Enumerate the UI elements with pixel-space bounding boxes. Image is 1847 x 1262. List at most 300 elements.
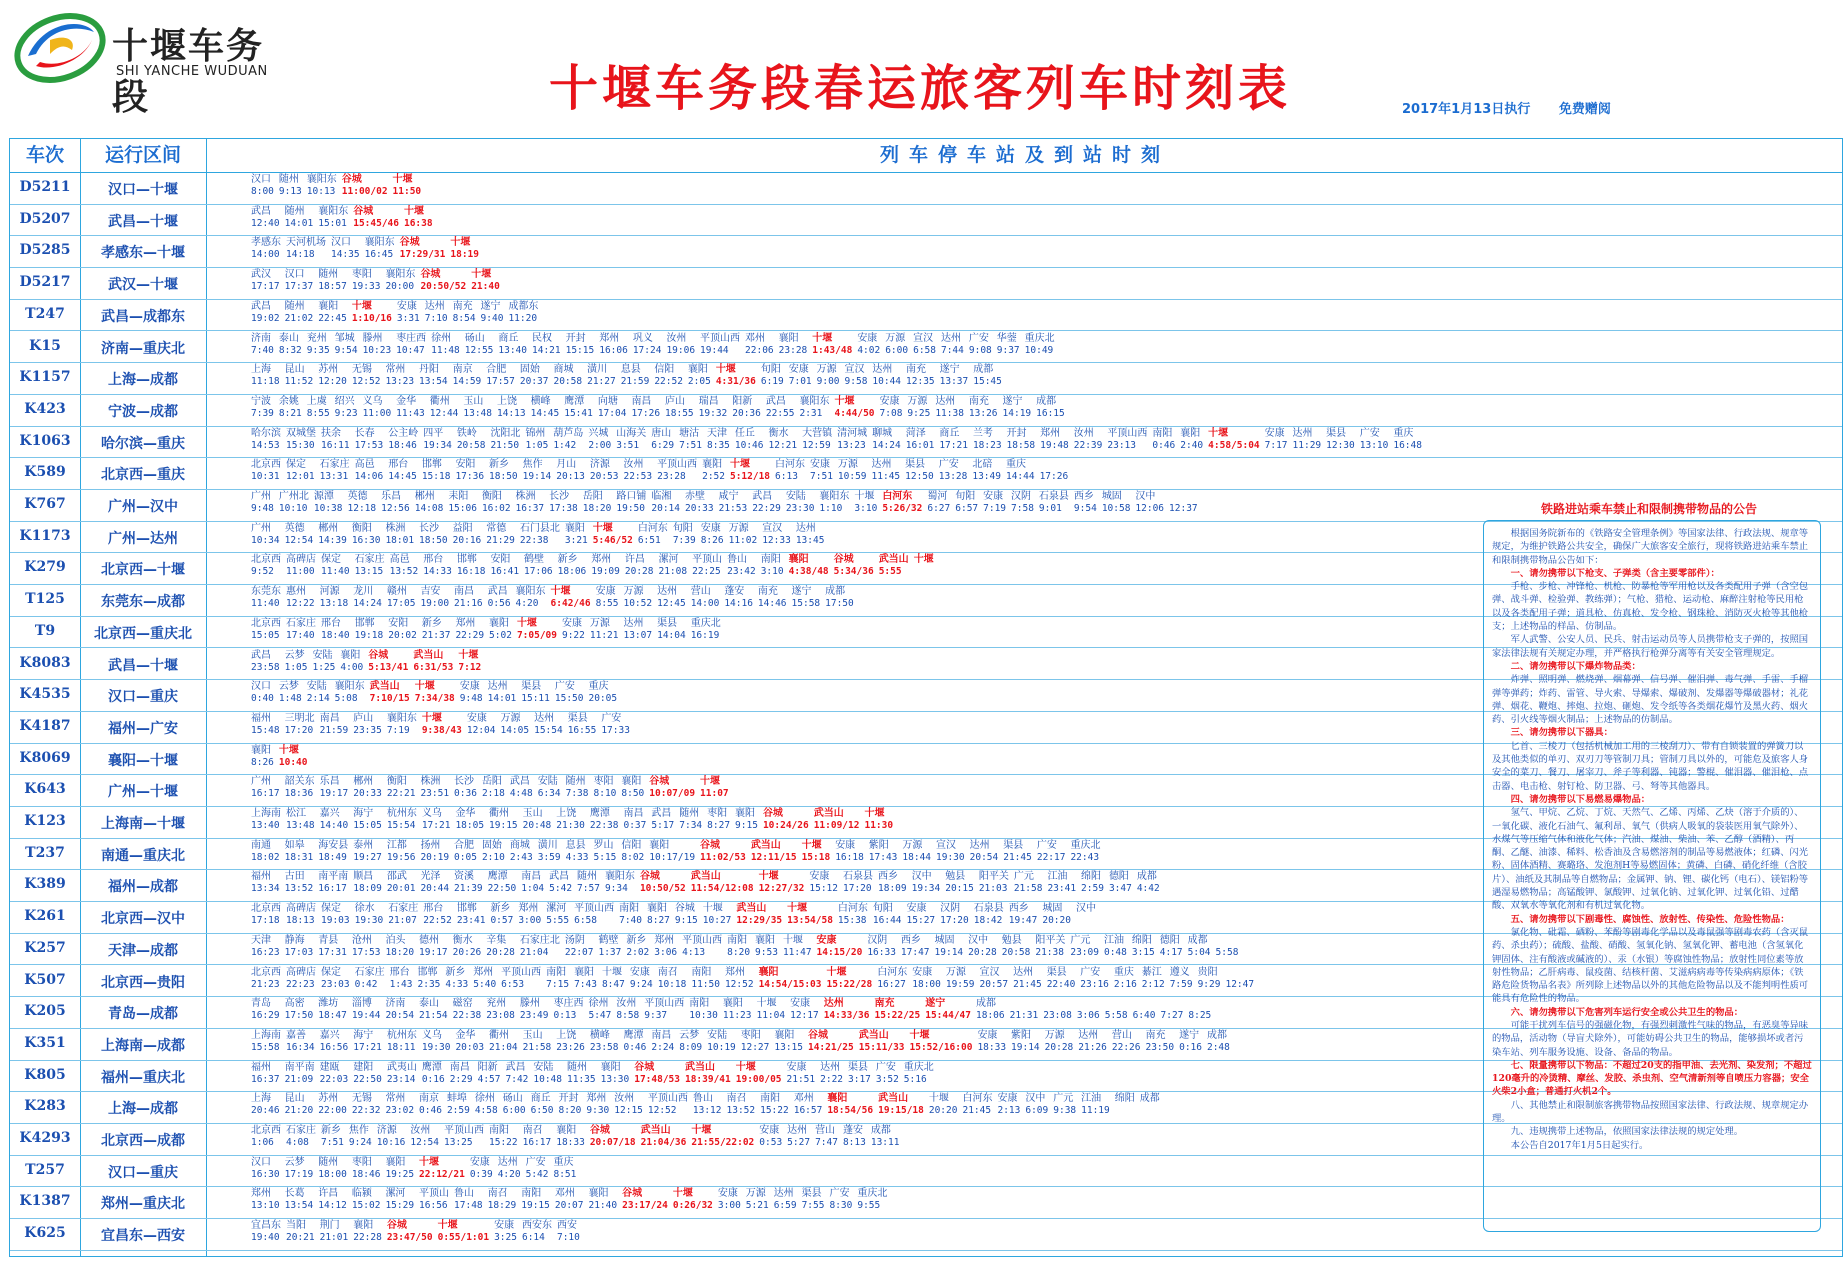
arrival-time: 12:11/15 [750, 851, 797, 863]
stop-entry [707, 808, 730, 832]
arrival-time: 11:00 [362, 407, 392, 419]
station-name: 万源 [816, 364, 837, 376]
station-name: 汉中 [911, 871, 932, 883]
station-name [1077, 998, 1100, 1010]
stop-list [251, 174, 426, 198]
arrival-time: 5:16 [903, 1073, 927, 1085]
station-name: 南召 [522, 1125, 543, 1136]
arrival-time: 3:10 [760, 566, 784, 578]
station-name: 安陆 [537, 776, 558, 788]
arrival-time: 9:48 [459, 693, 483, 705]
station-name: 襄阳东 [515, 586, 546, 598]
arrival-time: 7:43 [574, 978, 597, 990]
station-name: 南阳 [727, 934, 748, 946]
stop-entry [523, 459, 552, 483]
arrival-time: 19:59 [945, 978, 975, 990]
stop-entry [906, 364, 935, 388]
stop-entry [318, 523, 347, 547]
train-number: D5211 [19, 179, 71, 195]
arrival-time: 10:52 [623, 598, 653, 610]
arrival-time: 16:19 [690, 629, 720, 641]
arrival-time: 21:08 [658, 566, 688, 578]
station-name: 襄阳东 [334, 681, 365, 693]
arrival-time: 4:57 [477, 1073, 501, 1085]
station-name: 南阳 [619, 903, 640, 915]
station-name: 绵阳 [1131, 934, 1152, 946]
arrival-time: 18:50 [489, 471, 518, 483]
station-name: 南阳 [546, 966, 567, 978]
station-name: 邓州 [745, 332, 766, 344]
station-name: 塘沽 [679, 427, 700, 439]
arrival-time: 17:17 [251, 281, 280, 293]
arrival-time: 10:10 [278, 503, 308, 514]
stop-entry [658, 554, 687, 578]
stop-entry [973, 428, 1002, 452]
station-name: 襄阳 [735, 808, 756, 819]
stop-entry [940, 903, 969, 927]
arrival-time: 5:27 [787, 1137, 811, 1148]
arrival-time: 20:20 [1042, 915, 1071, 927]
station-name: 汉口 [251, 1156, 271, 1168]
stop-entry [365, 237, 395, 261]
arrival-time: 8:10 [593, 788, 617, 800]
station-name: 襄阳东 [604, 871, 635, 883]
arrival-time: 14:24 [353, 598, 382, 610]
station-name: 德阳 [1108, 871, 1129, 883]
stop-entry [556, 1030, 585, 1054]
station-name: 合肥 [486, 364, 507, 376]
arrival-time: 22:21 [386, 788, 416, 800]
station-name: 武当山 [369, 681, 400, 693]
arrival-time: 19:27 [353, 851, 382, 863]
train-route: 上海—成都 [108, 1101, 178, 1118]
stop-entry [724, 586, 753, 610]
train-number: K805 [24, 1066, 66, 1083]
arrival-time: 6:53 [501, 978, 525, 990]
stop-entry [430, 396, 459, 420]
station-name: 保定 [286, 459, 306, 471]
arrival-time: 21:07 [388, 915, 417, 927]
stop-entry [673, 1188, 713, 1212]
arrival-time: 12:35 [906, 376, 935, 388]
stop-entry [546, 967, 569, 991]
arrival-time: 14:04 [657, 629, 686, 641]
stop-entry [752, 491, 781, 515]
arrival-time: 9:35 [306, 344, 330, 356]
arrival-time: 8:20 [727, 946, 751, 958]
station-name: 汝州 [616, 998, 637, 1010]
arrival-time: 17:20 [843, 883, 872, 895]
station-name: 汝州 [614, 1093, 635, 1105]
stop-entry [465, 333, 494, 357]
stop-entry [614, 1093, 643, 1117]
station-name: 汉阴 [940, 903, 961, 915]
arrival-time: 4:00 [340, 661, 364, 673]
arrival-time: 7:59 [1169, 978, 1193, 990]
station-name: 平顶山西 [501, 966, 542, 978]
station-name: 武当山 [878, 554, 909, 566]
stop-entry [735, 428, 764, 452]
arrival-time: 2:18 [481, 788, 505, 800]
arrival-time: 21:16 [454, 598, 483, 610]
station-name: 安康 [879, 395, 900, 407]
stop-entry [385, 269, 415, 293]
stop-entry [447, 1093, 470, 1117]
train-route: 上海南—成都 [101, 1037, 185, 1054]
train-number: K205 [24, 1003, 66, 1020]
stop-entry [872, 428, 901, 452]
station-name: 安陆 [785, 491, 806, 502]
stop-entry [353, 206, 399, 230]
arrival-time: 19:40 [251, 1232, 280, 1244]
station-name: 当阳 [286, 1220, 306, 1232]
stop-entry [1161, 998, 1184, 1022]
train-route: 北京西—贵阳 [101, 974, 185, 991]
arrival-time: 16:17 [522, 1137, 552, 1148]
station-name: 株洲 [515, 491, 536, 502]
arrival-time: 14:15/20 [816, 946, 863, 958]
header-stops: 列车停车站及到站时刻 [879, 144, 1170, 166]
station-name: 潢川 [537, 839, 558, 851]
arrival-time: 10:23 [362, 344, 392, 356]
stop-entry [370, 681, 410, 705]
stop-entry [420, 776, 449, 800]
arrival-time: 19:09 [591, 566, 620, 578]
station-name: 保定 [321, 554, 341, 566]
arrival-time: 14:01 [284, 217, 314, 229]
station-name: 泰山 [419, 998, 440, 1010]
stop-entry [457, 428, 486, 452]
stop-entry [455, 459, 484, 483]
arrival-time: 22:53 [623, 471, 653, 483]
stop-entry [880, 396, 903, 420]
arrival-time: 12:21 [768, 439, 798, 451]
stop-entry [1077, 998, 1100, 1022]
arrival-time: 11:09/12 [813, 820, 860, 831]
station-name: 安康 [983, 491, 1004, 502]
station-name: 嘉善 [286, 1029, 306, 1041]
arrival-time: 1:05 [284, 661, 308, 673]
stop-entry [758, 586, 787, 610]
station-name: 安阳 [388, 617, 409, 629]
stop-entry [335, 333, 358, 357]
station-name: 资溪 [454, 871, 475, 883]
arrival-time: 19:33 [351, 281, 381, 293]
station-name: 武昌 [509, 776, 530, 788]
arrival-time: 18:49 [318, 851, 347, 863]
arrival-time: 23:35 [353, 724, 382, 736]
station-name: 开封 [1006, 427, 1027, 439]
train-route: 武昌—十堰 [108, 213, 178, 230]
arrival-time: 16:11 [321, 439, 350, 451]
arrival-time: 22:39 [1073, 439, 1103, 451]
notice-heading: 六、请勿携带以下危害列车运行安全或公共卫生的物品： [1510, 1006, 1744, 1018]
stop-entry [625, 554, 654, 578]
stop-entry [817, 935, 863, 959]
station-name: 安陆 [312, 649, 333, 661]
stop-entry [692, 554, 722, 578]
station-name: 城固 [934, 934, 955, 946]
stop-entry [588, 1188, 617, 1212]
arrival-time: 16:29 [251, 1010, 280, 1022]
stop-entry [320, 459, 350, 483]
arrival-time: 21:40 [588, 1200, 618, 1212]
arrival-time: 9:37 [996, 344, 1020, 356]
stop-entry [594, 776, 617, 800]
station-name: 鲁山 [692, 1093, 713, 1105]
stop-entry [641, 1125, 687, 1149]
stop-entry [727, 1093, 756, 1117]
train-route: 汉口—重庆 [108, 1164, 178, 1181]
stop-entry [700, 333, 740, 357]
station-name: 城固 [1101, 491, 1122, 502]
stop-list [251, 459, 1073, 483]
station-name: 新乡 [557, 554, 578, 566]
arrival-time: 19:14 [1011, 1041, 1040, 1053]
arrival-time: 13:23 [837, 439, 866, 451]
arrival-time: 19:00/05 [735, 1073, 782, 1085]
station-name: 邢台 [321, 617, 341, 629]
station-name: 谷城 [649, 776, 670, 788]
stop-entry [285, 301, 314, 325]
station-name: 十堰 [715, 364, 736, 376]
station-name: 顺昌 [353, 871, 374, 883]
arrival-time: 16:01 [905, 439, 935, 451]
station-name: 十堰 [758, 871, 779, 883]
station-name: 广州 [251, 522, 271, 534]
arrival-time: 21:26 [1078, 1041, 1107, 1053]
stop-entry [279, 681, 302, 705]
station-name: 绵阳 [1114, 1093, 1135, 1105]
stop-entry [450, 1062, 473, 1086]
stop-entry [516, 491, 545, 515]
arrival-time: 10:50/52 [639, 883, 686, 895]
station-name: 岳阳 [582, 491, 603, 502]
arrival-time: 20:26 [452, 946, 482, 958]
arrival-time: 18:11 [386, 1041, 416, 1053]
arrival-time: 8:21 [278, 407, 302, 419]
station-name [1040, 459, 1069, 471]
stop-entry [419, 935, 448, 959]
train-number: K767 [24, 496, 66, 512]
stop-entry [598, 935, 621, 959]
arrival-time: 7:10/15 [369, 693, 410, 705]
stop-entry [534, 713, 563, 737]
stop-entry [520, 998, 549, 1022]
arrival-time: 9:37 [644, 1010, 668, 1022]
stop-entry [251, 237, 281, 261]
station-name: 十堰 [735, 1061, 756, 1073]
arrival-time: 13:11 [870, 1137, 900, 1148]
stop-entry [736, 1062, 782, 1086]
station-name: 石家庄 [319, 459, 350, 471]
station-name: 福州 [251, 1061, 271, 1073]
arrival-time: 6:34 [537, 788, 561, 800]
arrival-time: 18:55 [665, 407, 694, 419]
station-name: 安康 [788, 364, 809, 376]
stop-entry [420, 840, 449, 864]
arrival-time: 22:03 [319, 1073, 349, 1085]
stop-entry [503, 1093, 526, 1117]
stop-entry [970, 840, 999, 864]
stop-entry [453, 301, 476, 325]
station-name [1043, 998, 1072, 1010]
stop-entry [621, 776, 644, 800]
arrival-time: 19:06 [666, 344, 696, 356]
arrival-time: 17:05 [386, 598, 416, 610]
stop-entry [626, 935, 649, 959]
station-name: 谷城 [353, 205, 374, 217]
stop-entry [431, 333, 460, 357]
stop-entry [566, 840, 589, 864]
station-name: 汉口 [331, 237, 351, 249]
arrival-time: 16:27 [877, 978, 906, 990]
station-name: 荆门 [319, 1220, 340, 1232]
arrival-time: 7:39 [251, 407, 274, 419]
station-name: 玉山 [522, 808, 543, 819]
arrival-time: 16:56 [419, 1200, 448, 1212]
stop-entry [761, 364, 784, 388]
station-name: 襄阳 [774, 1029, 795, 1041]
station-name: 襄阳 [353, 1220, 374, 1232]
station-name: 横峰 [530, 395, 551, 407]
arrival-time: 20:14 [651, 503, 680, 514]
stop-list [251, 618, 726, 642]
station-name: 渠县 [1003, 839, 1024, 851]
arrival-time: 8:25 [1188, 1010, 1212, 1022]
station-name: 南阳 [489, 1125, 509, 1136]
station-name: 鹤壁 [524, 554, 545, 566]
brand-name-en: SHI YANCHE WUDUAN [116, 64, 268, 79]
table-row [10, 205, 1842, 237]
arrival-time: 22:07 [564, 946, 594, 958]
station-name: 成都 [1206, 1029, 1227, 1041]
stop-list [251, 1188, 892, 1212]
stop-entry [251, 1062, 280, 1086]
arrival-time: 4:02 [857, 344, 881, 356]
stop-entry [691, 1125, 754, 1149]
arrival-time: 2:40 [1180, 439, 1204, 451]
arrival-time: 16:02 [481, 503, 511, 514]
station-name: 北京西 [251, 617, 281, 629]
arrival-time: 7:51 [810, 471, 833, 483]
arrival-time: 16:06 [599, 344, 628, 356]
arrival-time: 5:26/32 [882, 503, 923, 514]
station-name: 辛集 [486, 934, 507, 946]
stop-list [251, 396, 1070, 420]
arrival-time: 13:10 [251, 1200, 280, 1212]
stop-entry [634, 1062, 680, 1086]
train-number: K1157 [19, 369, 71, 386]
stop-entry [251, 776, 280, 800]
arrival-time: 0:46 [419, 1105, 442, 1117]
station-name: 邯郸 [417, 966, 438, 978]
arrival-time: 21:55/22:02 [691, 1137, 755, 1148]
station-name: 扶余 [321, 427, 341, 439]
station-name: 平顶山西 [682, 934, 723, 946]
arrival-time: 17:53 [354, 439, 384, 451]
station-name: 达州 [487, 681, 508, 693]
station-name: 武昌 [549, 871, 570, 883]
station-name: 邵武 [386, 871, 407, 883]
stop-entry [598, 396, 627, 420]
train-route: 青岛—成都 [108, 1006, 178, 1023]
stop-entry [1047, 967, 1076, 991]
train-number: K389 [24, 876, 66, 893]
station-name: 邯郸 [456, 903, 477, 915]
station-name: 西乡 [1073, 491, 1094, 502]
stop-entry [521, 681, 550, 705]
station-name: 常州 [385, 1093, 406, 1105]
station-name [1216, 935, 1239, 947]
station-name: 安康 [809, 871, 830, 883]
notice-box [1483, 520, 1821, 1232]
station-name: 西乡 [900, 934, 921, 946]
arrival-time [1115, 1105, 1135, 1117]
stop-entry [1009, 903, 1038, 927]
station-name: 随州 [318, 1156, 339, 1168]
station-name: 新乡 [626, 934, 647, 946]
station-name: 广安 [875, 1061, 896, 1073]
stop-entry [1053, 1093, 1076, 1117]
arrival-time: 12:27/32 [758, 883, 805, 895]
arrival-time: 11:07 [700, 788, 729, 800]
stop-entry [342, 174, 388, 198]
arrival-time: 0:56 [487, 598, 511, 610]
station-name: 岳阳 [481, 776, 502, 788]
station-name: 息县 [620, 364, 641, 376]
arrival-time: 5:55 [546, 915, 570, 927]
station-name: 唐山 [651, 427, 672, 439]
arrival-time: 13:45 [795, 534, 825, 546]
arrival-time: 20:13 [556, 471, 585, 483]
arrival-time: 10:59 [837, 471, 867, 483]
stop-entry [318, 1093, 347, 1117]
station-name: 达州 [773, 1188, 794, 1200]
stop-entry [1043, 998, 1072, 1022]
station-name: 苏州 [318, 364, 339, 376]
stop-entry [377, 1125, 406, 1149]
station-name: 石家庄北 [519, 934, 560, 946]
arrival-time: 16:38 [403, 217, 433, 229]
stop-entry [1003, 840, 1032, 864]
stop-entry [979, 871, 1009, 895]
stop-entry [396, 333, 426, 357]
station-name: 庐山 [353, 712, 374, 724]
station-name: 万源 [885, 332, 906, 344]
stop-entry [422, 1062, 445, 1086]
arrival-time: 4:58/5:04 [1208, 439, 1260, 451]
stop-entry [872, 364, 901, 388]
arrival-time: 10:27 [702, 915, 732, 927]
stop-entry [654, 935, 677, 959]
stop-entry [1105, 998, 1128, 1022]
arrival-time: 17:19 [284, 1168, 314, 1180]
arrival-time: 19:17 [419, 946, 448, 958]
stop-entry [760, 1093, 789, 1117]
stop-entry [318, 935, 347, 959]
arrival-time: 9:53 [755, 946, 778, 958]
station-name: 平顶山 [419, 1188, 450, 1200]
stop-entry [1011, 1030, 1040, 1054]
arrival-time: 4:44/50 [834, 407, 875, 419]
station-name [1188, 998, 1211, 1010]
stop-entry [1035, 935, 1065, 959]
station-name: 十堰 [854, 491, 875, 502]
arrival-time: 1:48 [278, 693, 302, 705]
stop-entry [363, 396, 392, 420]
station-name: 金华 [396, 395, 417, 407]
